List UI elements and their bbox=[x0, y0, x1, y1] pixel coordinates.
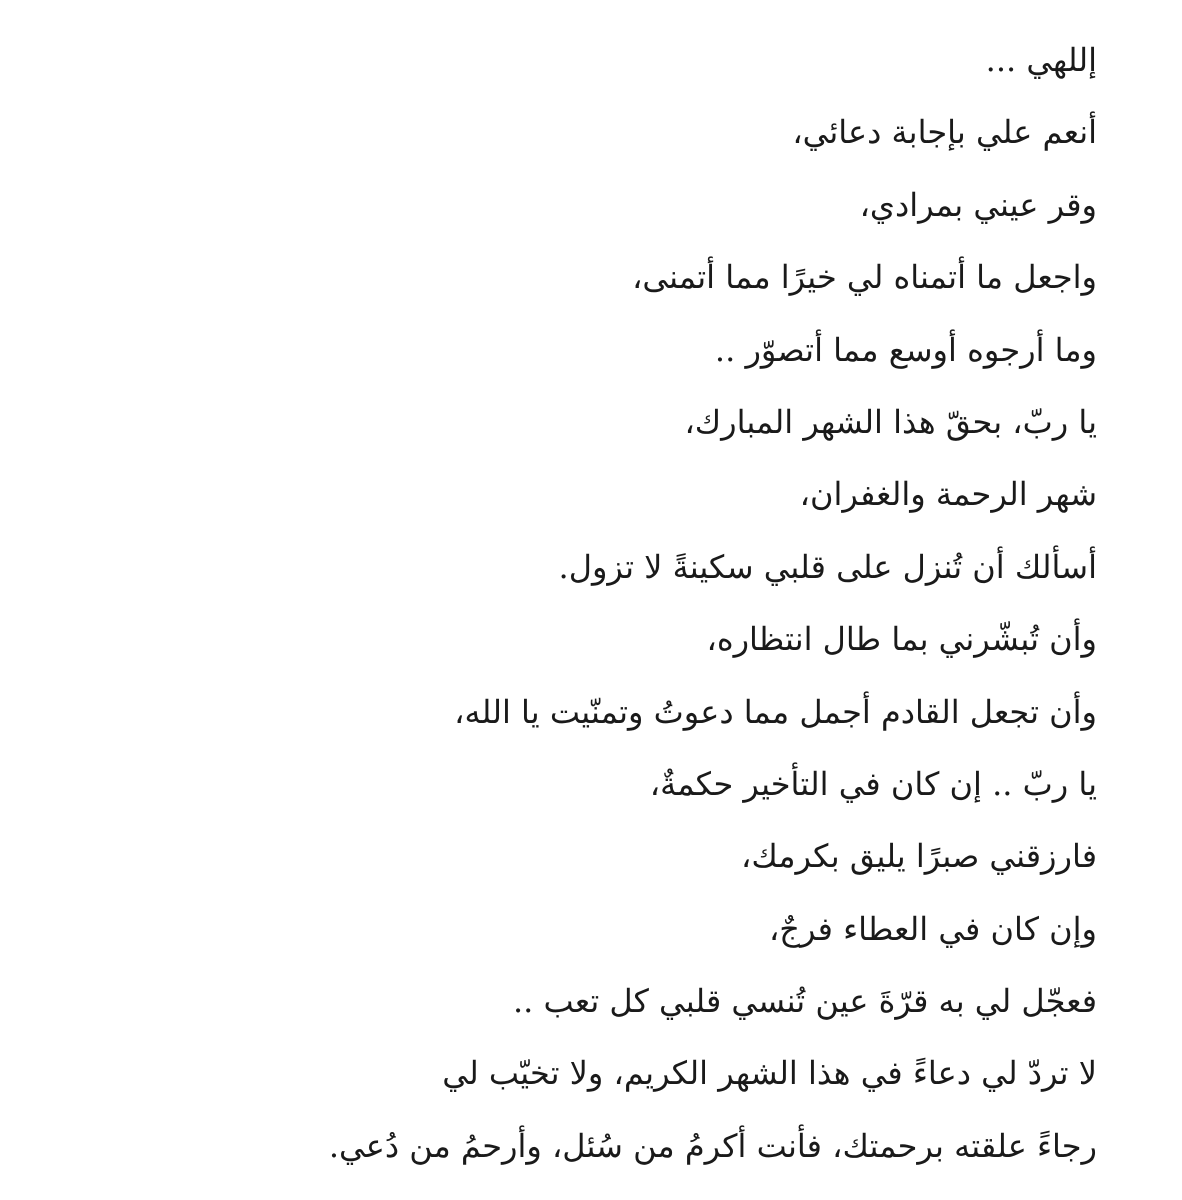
line-7: شهر الرحمة والغفران، bbox=[799, 475, 1097, 514]
line-4: واجعل ما أتمناه لي خيرًا مما أتمنى، bbox=[632, 258, 1097, 297]
line-5: وما أرجوه أوسع مما أتصوّر .. bbox=[714, 330, 1097, 369]
line-2: أنعم علي بإجابة دعائي، bbox=[792, 113, 1097, 152]
line-13: وإن كان في العطاء فرجٌ، bbox=[768, 909, 1097, 948]
line-6: يا ربّ، بحقّ هذا الشهر المبارك، bbox=[684, 402, 1097, 441]
line-3: وقر عيني بمرادي، bbox=[859, 185, 1097, 224]
line-15: لا تردّ لي دعاءً في هذا الشهر الكريم، ولا تخيّب لي bbox=[442, 1054, 1097, 1093]
line-14: فعجّل لي به قرّةَ عين تُنسي قلبي كل تعب .. bbox=[512, 982, 1097, 1021]
line-8: أسألك أن تُنزل على قلبي سكينةً لا تزول. bbox=[558, 547, 1097, 586]
line-12: فارزقني صبرًا يليق بكرمك، bbox=[741, 837, 1097, 876]
line-11: يا ربّ .. إن كان في التأخير حكمةٌ، bbox=[649, 764, 1097, 803]
line-10: وأن تجعل القادم أجمل مما دعوتُ وتمنّيت يا الله، bbox=[454, 692, 1097, 731]
prayer-text bbox=[117, 40, 1097, 1198]
line-1: إللهي ... bbox=[985, 41, 1097, 79]
line-9: وأن تُبشّرني بما طال انتظاره، bbox=[706, 620, 1097, 659]
line-16: رجاءً علقته برحمتك، فأنت أكرمُ من سُئل، وأرحمُ من دُعي. bbox=[328, 1126, 1097, 1165]
